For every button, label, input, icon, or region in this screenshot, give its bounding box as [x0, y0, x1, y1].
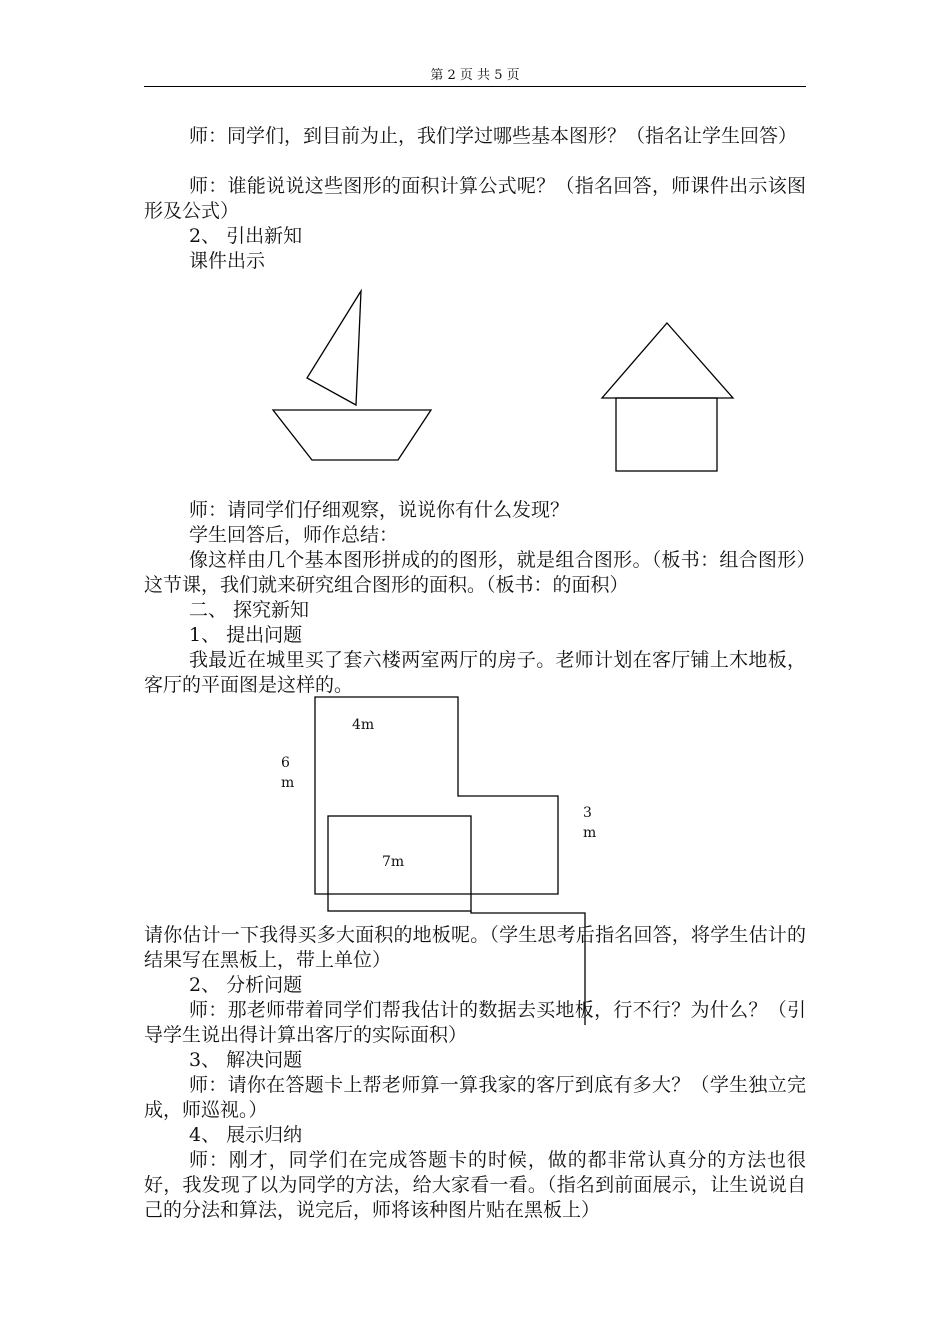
paragraph-courseware-shows: 课件出示	[189, 250, 266, 272]
paragraph-buy-floor-question: 师：那老师带着同学们帮我估计的数据去买地板，行不行？为什么？（引导学生说出得计算出客厅的实际面积）	[144, 999, 806, 1046]
paragraph-composite-shape-definition: 像这样由几个基本图形拼成的的图形，就是组合图形。（板书：组合图形）这节课，我们就来研究组合图形的面积。（板书：的面积）	[144, 549, 806, 596]
heading-explore-new-knowledge: 二、 探究新知	[189, 599, 310, 621]
house-body-square	[616, 398, 717, 471]
paragraph-teacher-summary: 学生回答后，师作总结：	[189, 524, 399, 546]
label-3-unit: m	[583, 825, 597, 841]
paragraph-calculate-area: 师：请你在答题卡上帮老师算一算我家的客厅到底有多大？（学生独立完成，师巡视。）	[144, 1074, 806, 1121]
paragraph-basic-shapes-question: 师：同学们，到目前为止，我们学过哪些基本图形？（指名让学生回答）	[189, 125, 798, 147]
label-7m: 7m	[382, 854, 405, 870]
paragraph-area-formula-question: 师：谁能说说这些图形的面积计算公式呢？（指名回答，师课件出示该图形及公式）	[144, 175, 806, 222]
label-6-number: 6	[281, 755, 290, 771]
paragraph-observe-question: 师：请同学们仔细观察，说说你有什么发现？	[189, 499, 570, 521]
page-header: 第 2 页 共 5 页	[430, 68, 520, 83]
heading-introduce-new-knowledge: 2、 引出新知	[189, 225, 303, 247]
heading-analyze-question: 2、 分析问题	[189, 974, 303, 996]
sailboat-hull-trapezoid	[273, 410, 431, 460]
house-roof-triangle	[602, 323, 733, 398]
label-4m: 4m	[352, 717, 375, 733]
label-6-unit: m	[281, 775, 295, 791]
sailboat-sail-triangle	[307, 291, 361, 405]
heading-show-summarize: 4、 展示归纳	[189, 1124, 303, 1146]
paragraph-living-room-story: 我最近在城里买了套六楼两室两厅的房子。老师计划在客厅铺上木地板，客厅的平面图是这样的。	[144, 649, 806, 696]
heading-solve-question: 3、 解决问题	[189, 1049, 303, 1071]
paragraph-show-methods: 师：刚才，同学们在完成答题卡的时候，做的都非常认真分的方法也很好，我发现了以为同学的方法，给大家看一看。（指名到前面展示，让生说说自己的分法和算法，说完后，师将该种图片贴在黑板上）	[144, 1149, 806, 1221]
paragraph-estimate-area: 请你估计一下我得买多大面积的地板呢。（学生思考后指名回答，将学生估计的结果写在黑板上，带上单位）	[144, 924, 806, 971]
heading-raise-question: 1、 提出问题	[189, 624, 303, 646]
label-3-number: 3	[583, 805, 592, 821]
